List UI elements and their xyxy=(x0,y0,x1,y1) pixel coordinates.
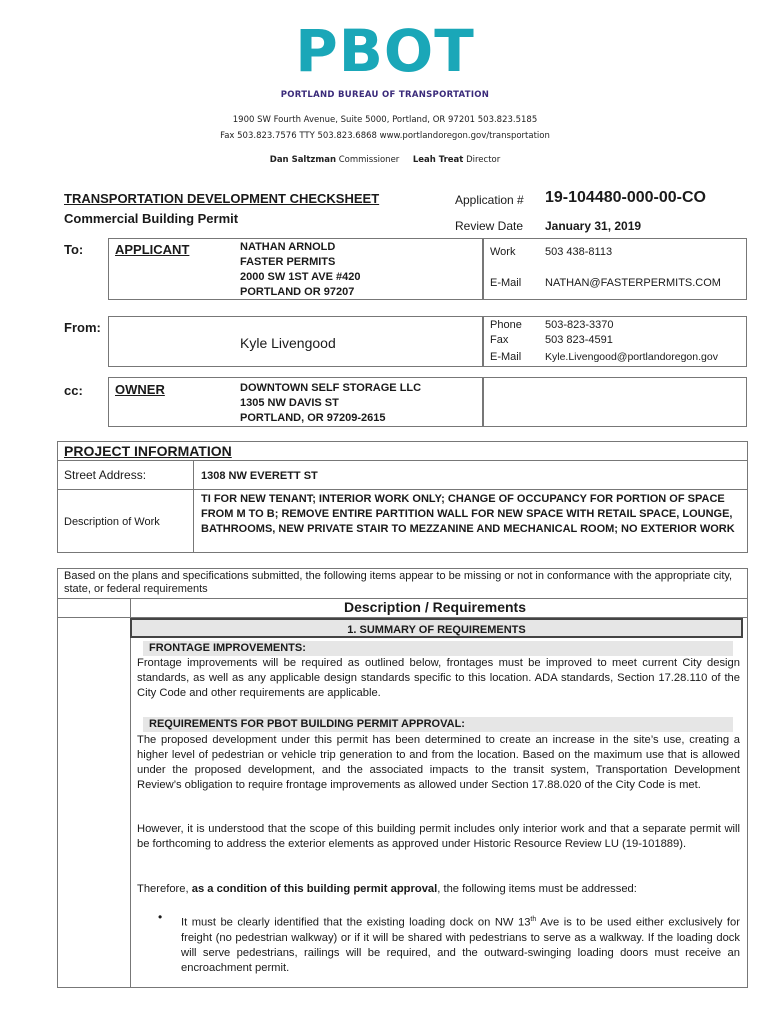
requirements-intro: Based on the plans and specifications submitted, the following items appear to be missing or not in conformance with the appropriate city, state, or federal requirements xyxy=(64,570,733,595)
owner-address-line: DOWNTOWN SELF STORAGE LLC xyxy=(240,382,422,394)
leadership-line xyxy=(0,155,770,165)
however-text: However, it is understood that the scope of this building permit includes only interior work and that a separate permit will be forthcoming to address the exterior elements as approved under Historic Resource Review LU (19-101889). xyxy=(137,823,740,850)
pbot-requirements-heading: REQUIREMENTS FOR PBOT BUILDING PERMIT APPROVAL: xyxy=(143,717,733,732)
pbot-requirements-text: The proposed development under this permit has been determined to create an increase in the site’s use, creating a higher level of pedestrian or vehicle trip generation to and from the location. Based on the maximum use that is allowed under the proposed development, and the associated impacts to the transit system, Transportation Development Review’s obligation to require frontage improvements as allowed under Section 17.88.020 of the City Code is met. xyxy=(137,734,740,791)
owner-address xyxy=(240,381,421,426)
work-label: Work xyxy=(490,246,516,258)
divider xyxy=(193,460,194,553)
owner-role: OWNER xyxy=(115,382,165,397)
director-name: Leah Treat xyxy=(412,155,464,165)
therefore-text xyxy=(137,882,740,897)
agency-contact: Fax 503.823.7576 TTY 503.823.6868 www.portlandoregon.gov/transportation xyxy=(220,131,550,141)
cc-label: cc: xyxy=(64,383,83,398)
project-info-heading: PROJECT INFORMATION xyxy=(64,443,232,459)
frontage-text: Frontage improvements will be required as outlined below, frontages must be improved to meet current City design standards, as well as any applicable design standards specific to this location. ADA standards, Section 17.28.110 of the City Code and other requirements are applicable. xyxy=(137,657,740,699)
therefore-condition: as a condition of this building permit approval xyxy=(191,883,438,895)
owner-contact-box xyxy=(483,377,747,427)
applicant-address xyxy=(240,240,360,300)
bullet-post: Ave is to be used either exclusively for freight (no pedestrian walkway) or if it will be shared with pedestrians to serve as a walkway. If the loading dock will serve pedestrians, railings will be required, and the outward-swinging loading doors must receive an encroachment permit. xyxy=(181,916,740,974)
reviewer-email: Kyle.Livengood@portlandoregon.gov xyxy=(545,351,718,363)
review-date: January 31, 2019 xyxy=(545,219,642,233)
director-title: Director xyxy=(466,155,501,165)
applicant-address-line: FASTER PERMITS xyxy=(240,256,336,268)
email-label: E-Mail xyxy=(490,351,522,363)
therefore-post: , the following items must be addressed: xyxy=(437,883,637,895)
reviewer-name: Kyle Livengood xyxy=(240,335,336,351)
phone-label: Phone xyxy=(490,319,522,331)
owner-address-line: PORTLAND, OR 97209-2615 xyxy=(240,412,386,424)
review-date-label: Review Date xyxy=(455,219,524,233)
pbot-logo xyxy=(0,17,770,100)
owner-address-line: 1305 NW DAVIS ST xyxy=(240,397,339,409)
divider xyxy=(57,460,748,461)
requirements-column-heading: Description / Requirements xyxy=(343,599,527,615)
reviewer-phone: 503-823-3370 xyxy=(545,319,614,331)
document-subtitle: Commercial Building Permit xyxy=(64,211,239,226)
loading-dock-requirement xyxy=(181,912,740,976)
agency-address: 1900 SW Fourth Avenue, Suite 5000, Portland, OR 97201 503.823.5185 xyxy=(232,115,538,125)
applicant-address-line: PORTLAND OR 97207 xyxy=(240,286,355,298)
application-number: 19-104480-000-00-CO xyxy=(545,189,706,206)
logo-wordmark: PBOT xyxy=(295,17,475,85)
street-address-label: Street Address: xyxy=(64,468,147,482)
work-description: TI FOR NEW TENANT; INTERIOR WORK ONLY; CHANGE OF OCCUPANCY FOR PORTION OF SPACE FROM M TO B; REMOVE ENTIRE PARTITION WALL FOR NEW SPACE WITH RETAIL SPACE, LOUNGE, BATHROOMS, NEW PRIVATE STAIR TO MEZZANINE AND MECHANICAL ROOM; NO EXTERIOR WORK xyxy=(201,493,735,535)
applicant-address-line: NATHAN ARNOLD xyxy=(240,241,336,253)
applicant-address-line: 2000 SW 1ST AVE #420 xyxy=(240,271,361,283)
divider xyxy=(57,489,748,490)
commissioner-name: Dan Saltzman xyxy=(269,155,336,165)
frontage-heading: FRONTAGE IMPROVEMENTS: xyxy=(143,641,733,656)
agency-name: PORTLAND BUREAU OF TRANSPORTATION xyxy=(280,90,490,100)
applicant-role: APPLICANT xyxy=(115,242,190,257)
street-address: 1308 NW EVERETT ST xyxy=(201,470,318,482)
document-title: TRANSPORTATION DEVELOPMENT CHECKSHEET xyxy=(64,191,380,206)
summary-heading: 1. SUMMARY OF REQUIREMENTS xyxy=(130,618,743,638)
bullet-icon: • xyxy=(158,910,163,924)
therefore-pre: Therefore, xyxy=(137,883,189,895)
description-label: Description of Work xyxy=(64,516,160,528)
fax-label: Fax xyxy=(490,334,509,346)
applicant-contact-box xyxy=(483,238,747,300)
application-label: Application # xyxy=(455,193,524,207)
divider xyxy=(130,598,131,988)
bullet-sup: th xyxy=(530,916,537,923)
bullet-pre: It must be clearly identified that the existing loading dock on NW 13 xyxy=(181,916,531,929)
to-label: To: xyxy=(64,242,84,257)
reviewer-fax: 503 823-4591 xyxy=(545,334,613,346)
work-phone: 503 438-8113 xyxy=(545,246,613,258)
from-label: From: xyxy=(64,320,101,335)
commissioner-title: Commissioner xyxy=(338,155,400,165)
email-label: E-Mail xyxy=(490,277,522,289)
applicant-email: NATHAN@FASTERPERMITS.COM xyxy=(545,277,721,289)
